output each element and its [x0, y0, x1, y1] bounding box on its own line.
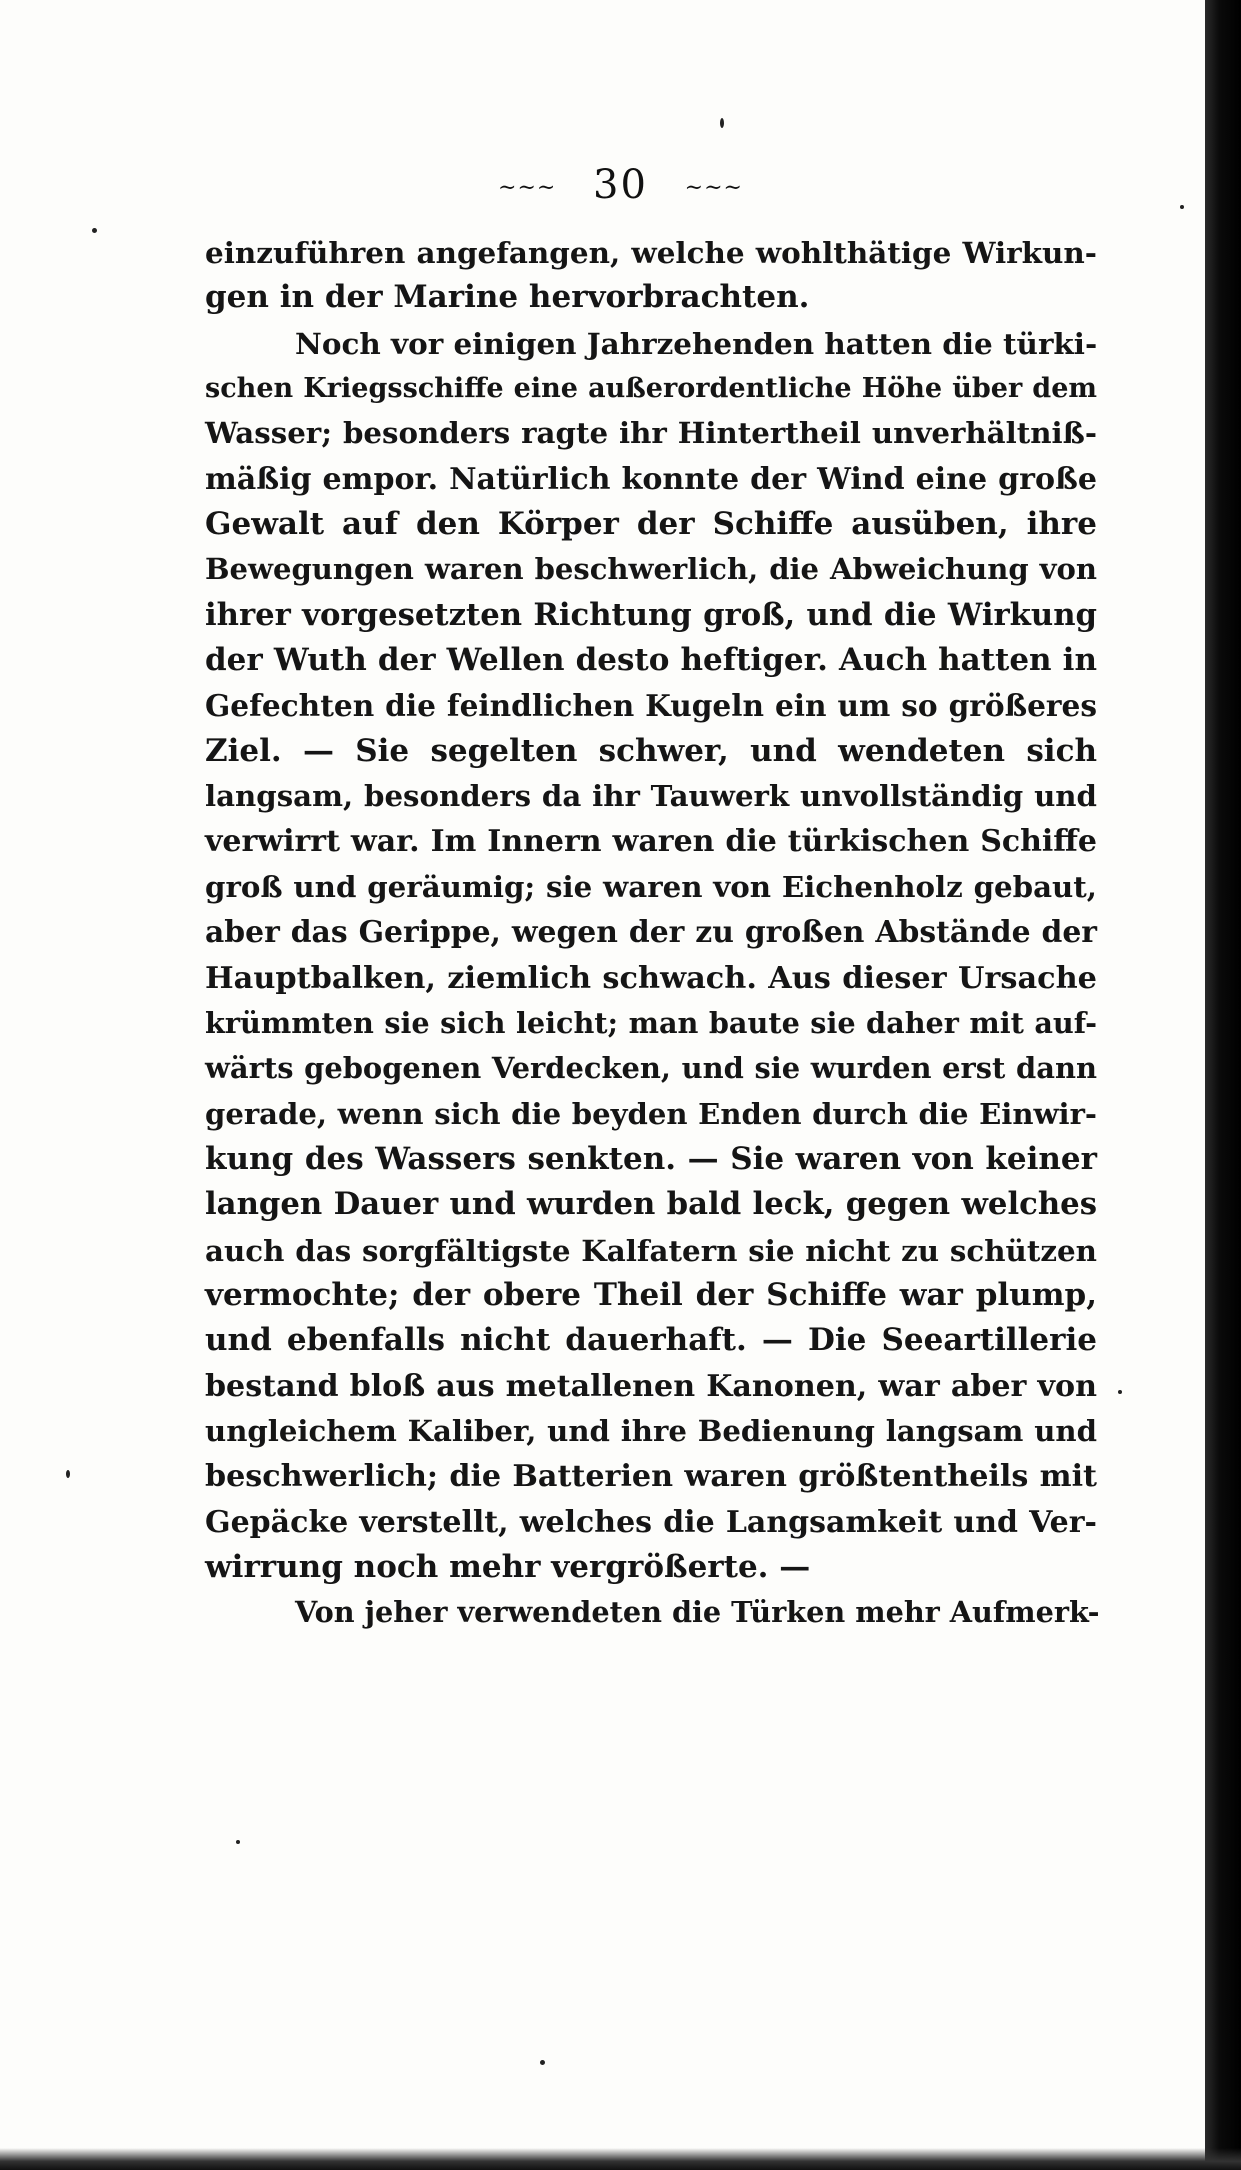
text-line: wärts gebogenen Verdecken, und sie wurden erst dann: [205, 1051, 1097, 1086]
page-header: [0, 162, 1241, 208]
text-line: Gefechten die feindlichen Kugeln ein um so größeres: [205, 688, 1097, 724]
scan-edge-right: [1205, 0, 1241, 2170]
text-line: langsam, besonders da ihr Tauwerk unvollständig und: [205, 779, 1097, 814]
text-line: gerade, wenn sich die beyden Enden durch die Einwir-: [205, 1096, 1097, 1131]
scan-speck: [236, 1840, 240, 1844]
scan-speck: [92, 228, 97, 233]
text-line: Wasser; besonders ragte ihr Hintertheil unverhältniß-: [205, 416, 1097, 451]
text-line: bestand bloß aus metallenen Kanonen, war aber von: [205, 1368, 1097, 1404]
scan-speck: [1180, 205, 1184, 209]
text-line: krümmten sie sich leicht; man baute sie daher mit auf-: [205, 1005, 1097, 1040]
scan-speck: [540, 2060, 545, 2065]
text-line: ungleichem Kaliber, und ihre Bedienung langsam und: [205, 1413, 1097, 1448]
text-line: Hauptbalken, ziemlich schwach. Aus dieser Ursache: [205, 960, 1097, 996]
text-line: schen Kriegsschiffe eine außerordentliche Höhe über dem: [205, 373, 1097, 405]
text-line: verwirrt war. Im Innern waren die türkischen Schiffe: [205, 824, 1097, 860]
text-line: ihrer vorgesetzten Richtung groß, und die Wirkung: [205, 596, 1097, 633]
header-ornament-right: ~~~: [684, 175, 743, 201]
scan-speck: [1118, 1390, 1122, 1394]
scan-edge-bottom: [0, 2148, 1241, 2170]
text-line: Ziel. — Sie segelten schwer, und wendeten sich: [205, 732, 1097, 769]
body-text: [205, 230, 1100, 1636]
text-line: einzuführen angefangen, welche wohlthätige Wirkun-: [205, 235, 1097, 270]
text-line: Gepäcke verstellt, welches die Langsamkeit und Ver-: [205, 1504, 1097, 1540]
text-line: kung des Wassers senkten. — Sie waren von keiner: [205, 1140, 1097, 1177]
text-line: gen in der Marine hervorbrachten.: [205, 279, 810, 316]
text-line: Gewalt auf den Körper der Schiffe ausüben, ihre: [205, 506, 1097, 543]
text-line: beschwerlich; die Batterien waren größtentheils mit: [205, 1459, 1097, 1495]
text-line: auch das sorgfältigste Kalfatern sie nicht zu schützen: [205, 1232, 1097, 1268]
scan-speck: [66, 1470, 70, 1478]
text-line: mäßig empor. Natürlich konnte der Wind eine große: [205, 461, 1097, 497]
text-line: der Wuth der Wellen desto heftiger. Auch hatten in: [205, 642, 1097, 679]
text-line: und ebenfalls nicht dauerhaft. — Die Seeartillerie: [205, 1322, 1097, 1359]
text-line: vermochte; der obere Theil der Schiffe war plump,: [205, 1276, 1097, 1313]
paragraph-start-line: Von jeher verwendeten die Türken mehr Aufmerk-: [295, 1595, 1100, 1630]
text-line: Bewegungen waren beschwerlich, die Abweichung von: [205, 552, 1097, 587]
page-number: 30: [593, 162, 648, 208]
text-line: groß und geräumig; sie waren von Eichenholz gebaut,: [205, 869, 1097, 904]
header-ornament-left: ~~~: [498, 175, 557, 201]
paragraph-start-line: Noch vor einigen Jahrzehenden hatten die türki-: [295, 325, 1098, 361]
scan-speck: [720, 118, 724, 128]
text-line: wirrung noch mehr vergrößerte. —: [205, 1548, 811, 1585]
text-line: aber das Gerippe, wegen der zu großen Abstände der: [205, 915, 1097, 951]
text-line: langen Dauer und wurden bald leck, gegen welches: [205, 1186, 1097, 1223]
